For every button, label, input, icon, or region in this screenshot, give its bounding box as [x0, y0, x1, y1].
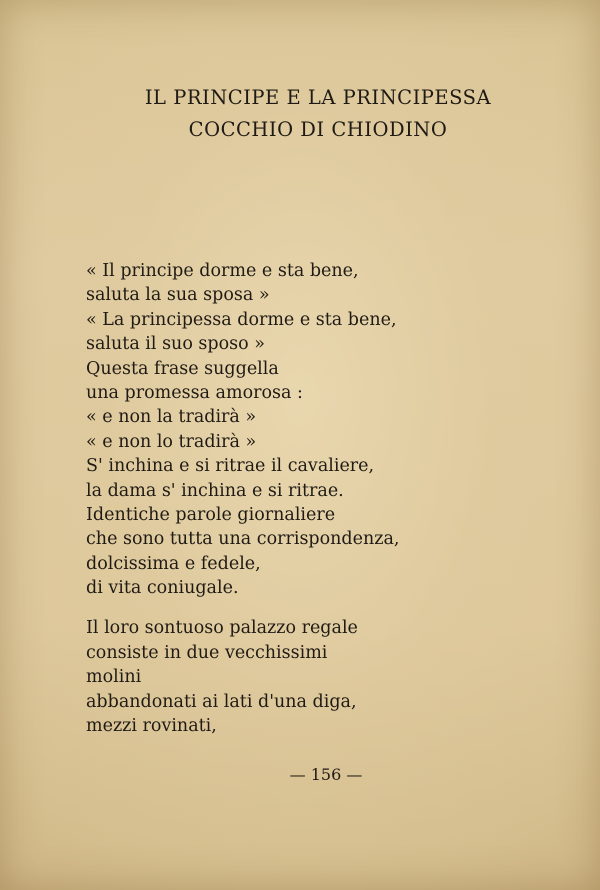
verse-line: consiste in due vecchissimi — [86, 642, 328, 663]
poem-title: IL PRINCIPE E LA PRINCIPESSA — [144, 86, 492, 109]
verse-line: abbandonati ai lati d'una diga, — [86, 691, 357, 712]
stanza — [86, 616, 399, 738]
verse-line: dolcissima e fedele, — [86, 553, 261, 574]
verse-line: molini — [86, 667, 142, 688]
verse-line: saluta la sua sposa » — [86, 285, 270, 306]
verse-line: mezzi rovinati, — [86, 716, 217, 737]
verse-line: la dama s' inchina e si ritrae. — [86, 480, 344, 501]
verse-line: Il loro sontuoso palazzo regale — [86, 618, 358, 639]
verse-line: S' inchina e si ritrae il cavaliere, — [86, 456, 375, 477]
verse-line: « e non lo tradirà » — [86, 431, 257, 452]
verse-line: una promessa amorosa : — [86, 382, 303, 403]
verse-line: « e non la tradirà » — [86, 407, 257, 428]
poem-heading — [0, 82, 600, 146]
verse-line: Questa frase suggella — [86, 358, 279, 379]
verse-line: Identiche parole giornaliere — [86, 504, 336, 525]
page-number: — 156 — — [289, 765, 363, 784]
verse-line: « Il principe dorme e sta bene, — [86, 261, 359, 281]
verse-line: « La principessa dorme e sta bene, — [86, 309, 397, 330]
poem-subtitle: COCCHIO DI CHIODINO — [188, 118, 448, 141]
poem-body — [86, 259, 399, 738]
verse-line: di vita coniugale. — [86, 578, 239, 599]
stanza — [86, 259, 399, 600]
verse-line: saluta il suo sposo » — [86, 334, 265, 355]
verse-line: che sono tutta una corrispondenza, — [86, 529, 400, 550]
